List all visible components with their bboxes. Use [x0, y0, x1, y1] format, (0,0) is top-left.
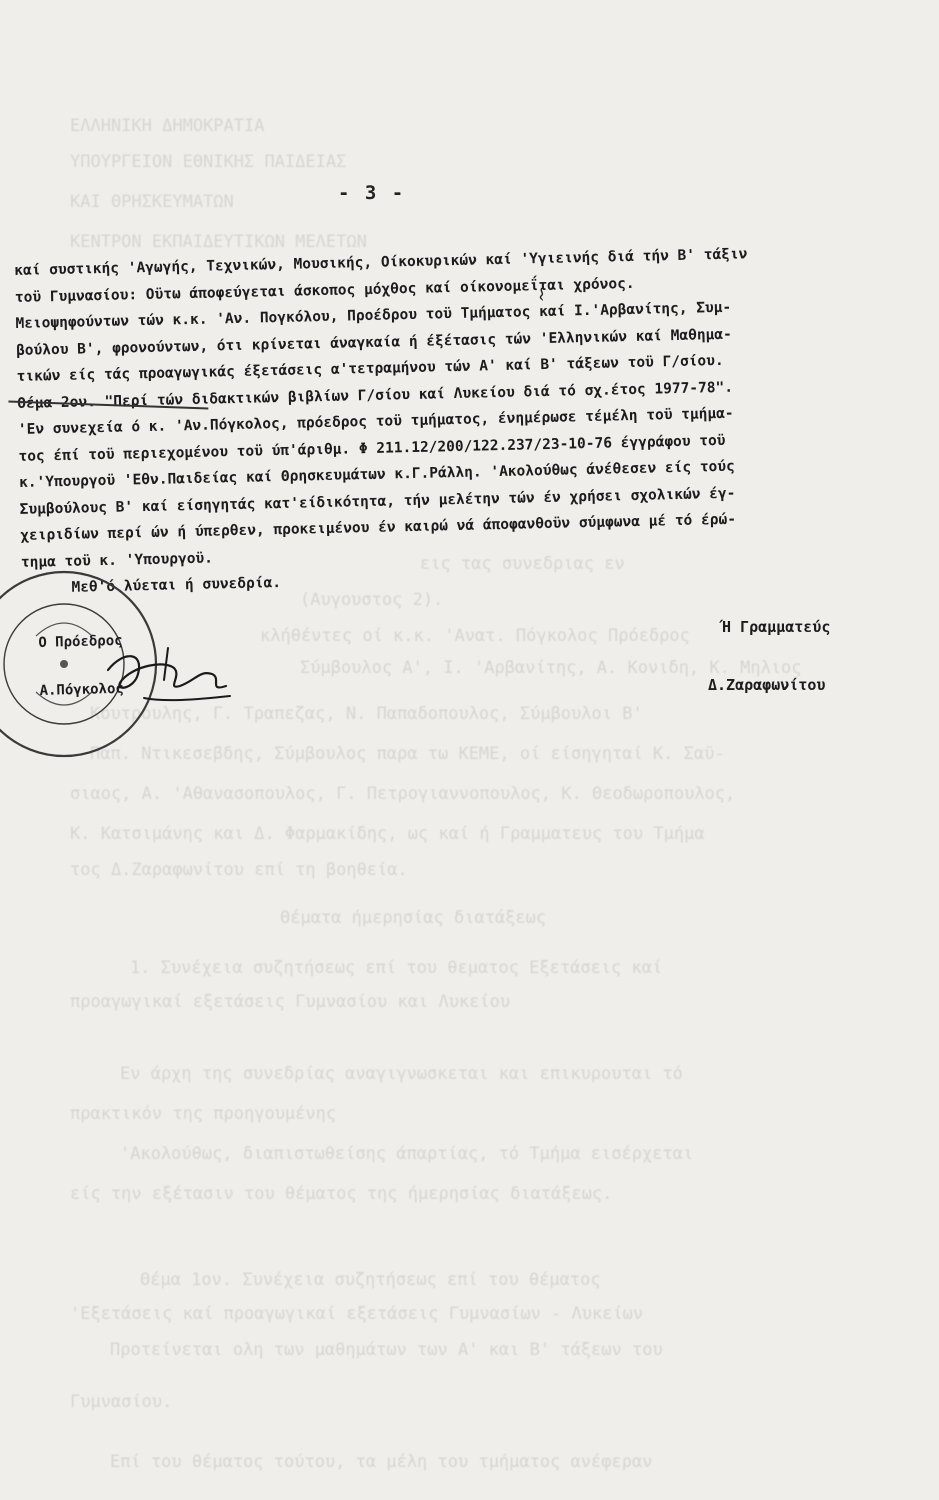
chair-title: Ο Πρόεδρος: [38, 632, 123, 651]
ink-mark: [538, 287, 546, 301]
text-line: κ.'Υπουργοϋ 'Εθν.Παιδείας καί Θρησκευμάτων κ.Γ.Ράλλη. 'Ακολούθως άνέθεσεν είς τούς: [18, 458, 735, 491]
closing-line: Μεθ'ό λύεται ή συνεδρία.: [71, 575, 282, 596]
text-line: Μειοψηφούντων τών κ.κ. 'Αν. Πογκόλου, Προέδρου τοϋ Τμήματος καί Ι.'Αρβανίτης, Συμ-: [15, 299, 732, 332]
chair-name: Α.Πόγκολος: [39, 680, 125, 699]
text-line: βούλου Β', φρονούντων, ότι κρίνεται άναγκαία ή έξέτασις τών 'Ελληνικών καί Μαθημα-: [15, 326, 732, 359]
text-line: Θέμα 2ον. "Περί τών διδακτικών βιβλίων Γ/σίου καί Λυκείου διά τό σχ.έτος 1977-78".: [17, 379, 734, 412]
text-line: τημα τοϋ κ. 'Υπουργοϋ.: [20, 550, 214, 571]
text-line: Συμβούλους Β' καί είσηγητάς κατ'είδικότητα, τήν μελέτην τών έν χρήσει σχολικών έγ-: [19, 485, 736, 518]
secretary-name: Δ.Ζαραφωνίτου: [708, 676, 826, 694]
bleed-through-texture: ΕΛΛΗΝΙΚΗ ΔΗΜΟΚΡΑΤΙΑ ΥΠΟΥΡΓΕΙΟΝ ΕΘΝΙΚΗΣ ΠΑΙΔΕΙΑΣ ΚΑΙ ΘΡΗΣΚΕΥΜΑΤΩΝ ΚΕΝΤΡΟΝ ΕΚΠΑΙΔΕΥΤΙΚΩΝ ΜΕΛΕΤΩΝ εις τας συνεδριας εν (Αυγουστος 2). κλήθέντες οί κ.κ. 'Ανατ. Πόγκολος Πρόεδρος Σύμβουλος Α', Ι. 'Αρβανίτης, Α. Κονιδη, Κ. Μηλιος Κουτρουλης, Γ. Τραπεζας, Ν. Παπαδοπουλος, Σύμβουλοι Β' Παπ. Ντικεσεβδης, Σύμβουλος παρα τω ΚΕΜΕ, οί είσηγηταί Κ. Σαϋ- σιαος, Α. 'Αθανασοπουλος, Γ. Πετρογιαννοπουλος, Κ. Θεοδωροπουλος, Κ. Κατσιμάνης και Δ. Φαρμακίδης, ως καί ή Γραμματευς του Τμήμα τος Δ.Ζαραφωνίτου επί τη βοηθεία. Θέματα ήμερησίας διατάξεως 1. Συνέχεια συζητήσεως επί του θεματος Εξετάσεις καί προαγωγικαί εξετάσεις Γυμνασίου και Λυκείου Εν άρχη της συνεδρίας αναγιγνωσκεται και επικυρουται τό πρακτικόν της προηγουμένης 'Ακολούθως, διαπιστωθείσης άπαρτίας, τό Τμήμα εισέρχεται είς την εξέτασιν του θέματος της ήμερησίας διατάξεως. Θέμα 1ον. Συνέχεια συζητήσεως επί του θέματος 'Εξετάσεις καί προαγωγικαί εξετάσεις Γυμνασίων - Λυκείων Προτείνεται ολη των μαθημάτων των Α' και Β' τάξεων του Γυμνασίου. Επί του θέματος τούτου, τα μέλη του τμήματος ανέφεραν: [70, 116, 802, 1472]
text-line: τικών είς τάς προαγωγικάς έξετάσεις α'τετραμήνου τών Α' καί Β' τάξεων τοϋ Γ/σίου.: [16, 352, 724, 385]
text-line: 'Εν συνεχεία ό κ. 'Αν.Πόγκολος, πρόεδρος τοϋ τμήματος, ένημέρωσε τέμέλη τοϋ τμήμα-: [17, 405, 734, 438]
text-line: τος έπί τοϋ περιεχομένου τοϋ ύπ'άριθμ. Φ 211.12/200/122.237/23-10-76 έγγράφου τοϋ: [18, 432, 726, 465]
chair-signature-block: [38, 628, 124, 704]
text-line: χειριδίων περί ών ή ύπερθεν, προκειμένου έν καιρώ νά άποφανθοϋν σύμφωνα μέ τό έρώ-: [20, 511, 737, 544]
secretary-title: Ή Γραμματεύς: [722, 618, 831, 636]
text-line: τοϋ Γυμνασίου: Οϋτω άποφεύγεται άσκοπος μόχθος καί οίκονομεΐται χρόνος.: [14, 275, 635, 306]
page-number: - 3 -: [338, 182, 406, 204]
text-line: καί συστικής 'Αγωγής, Τεχνικών, Μουσικής, Οίκοκυρικών καί 'Υγιεινής διά τήν Β' τάξιν: [14, 246, 748, 279]
